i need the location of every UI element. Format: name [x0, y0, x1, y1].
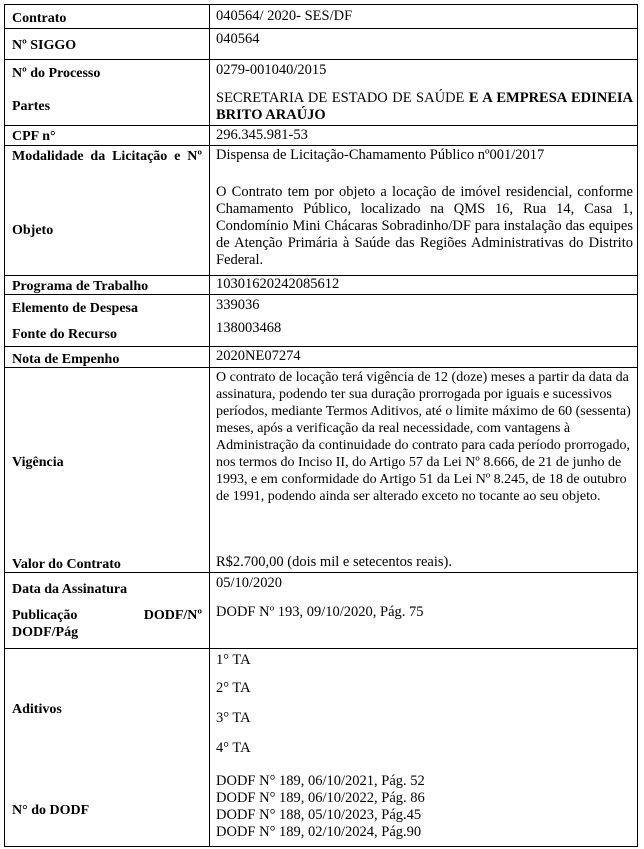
- valor-value: R$2.700,00 (dois mil e setecentos reais).: [216, 554, 452, 570]
- publicacao-label: Publicação DODF/Nº DODF/Pág: [12, 608, 202, 640]
- column-divider: [209, 4, 210, 847]
- aditivo-1: 1° TA: [216, 652, 251, 668]
- elemento-label: Elemento de Despesa: [12, 301, 138, 316]
- modalidade-label: Modalidade da Licitação e Nº: [12, 149, 202, 164]
- cpf-label: CPF n°: [12, 129, 56, 144]
- row-divider: [4, 59, 638, 60]
- empenho-value: 2020NE07274: [216, 348, 301, 364]
- publicacao-value: DODF Nº 193, 09/10/2020, Pág. 75: [216, 604, 424, 620]
- valor-label: Valor do Contrato: [12, 557, 121, 572]
- row-divider: [4, 4, 638, 5]
- row-divider: [4, 28, 638, 29]
- assinatura-value: 05/10/2020: [216, 575, 283, 591]
- vigencia-label: Vigência: [12, 455, 64, 470]
- dodf-entry-4: DODF N° 189, 02/10/2024, Pág.90: [216, 824, 422, 840]
- contrato-value: 040564/ 2020- SES/DF: [216, 8, 353, 24]
- elemento-value: 339036: [216, 297, 260, 313]
- partes-label: Partes: [12, 99, 51, 114]
- row-divider: [4, 846, 638, 847]
- row-divider: [4, 346, 638, 347]
- fonte-value: 138003468: [216, 320, 282, 336]
- cpf-value: 296.345.981-53: [216, 127, 308, 143]
- dodf-entry-3: DODF N° 188, 05/10/2023, Pág.45: [216, 807, 422, 823]
- aditivo-3: 3° TA: [216, 710, 251, 726]
- table-border-right: [637, 4, 638, 847]
- contract-summary-table: [4, 4, 638, 847]
- dodf-label: N° do DODF: [12, 803, 90, 818]
- fonte-label: Fonte do Recurso: [12, 327, 117, 342]
- processo-label: Nº do Processo: [12, 66, 101, 81]
- modalidade-value: Dispensa de Licitação-Chamamento Público nº001/2017: [216, 147, 545, 163]
- dodf-entry-2: DODF N° 189, 06/10/2022, Pág. 86: [216, 790, 425, 806]
- aditivos-label: Aditivos: [12, 702, 62, 717]
- dodf-entry-1: DODF N° 189, 06/10/2021, Pág. 52: [216, 773, 425, 789]
- aditivo-4: 4° TA: [216, 740, 251, 756]
- aditivo-2: 2° TA: [216, 680, 251, 696]
- contrato-label: Contrato: [12, 11, 67, 26]
- row-divider: [4, 145, 638, 146]
- empenho-label: Nota de Empenho: [12, 352, 120, 367]
- siggo-label: Nº SIGGO: [12, 38, 77, 53]
- partes-secretaria: SECRETARIA DE ESTADO DE SAÚDE: [216, 90, 469, 106]
- row-divider: [4, 125, 638, 126]
- partes-value: [216, 90, 633, 124]
- programa-value: 10301620242085612: [216, 276, 340, 292]
- programa-label: Programa de Trabalho: [12, 279, 149, 294]
- assinatura-label: Data da Assinatura: [12, 582, 128, 597]
- table-border-left: [4, 4, 5, 847]
- partes-empresa: E A EMPRESA EDINEIA BRITO ARAÚJO: [216, 90, 633, 123]
- siggo-value: 040564: [216, 31, 260, 47]
- objeto-value: O Contrato tem por objeto a locação de imóvel residencial, conforme Chamamento Público, localizado na QMS 16, Rua 14, Casa 1, Condomínio Mini Chácaras Sobradinho/DF para instalação das equipes de Atenção Primária à Saúde das Regiões Administrativas do Distrito Federal.: [216, 184, 633, 268]
- objeto-label: Objeto: [12, 223, 54, 238]
- processo-value: 0279-001040/2015: [216, 62, 327, 78]
- row-divider: [4, 648, 638, 649]
- vigencia-value: O contrato de locação terá vigência de 12 (doze) meses a partir da data da assinatura, podendo ter sua duração prorrogada por iguais e sucessivos períodos, mediante Termos Aditivos, até o limite máximo de 60 (sessenta) meses, após a verificação da real necessidade, com vantagens à Administração da continuidade do contrato para cada período prorrogado, nos termos do Inciso II, do Artigo 57 da Lei Nº 8.666, de 21 de junho de 1993, e em conformidade do Artigo 51 da Lei Nº 8.245, de 18 de outubro de 1991, podendo ainda ser alterado exceto no tocante ao seu objeto.: [216, 370, 631, 504]
